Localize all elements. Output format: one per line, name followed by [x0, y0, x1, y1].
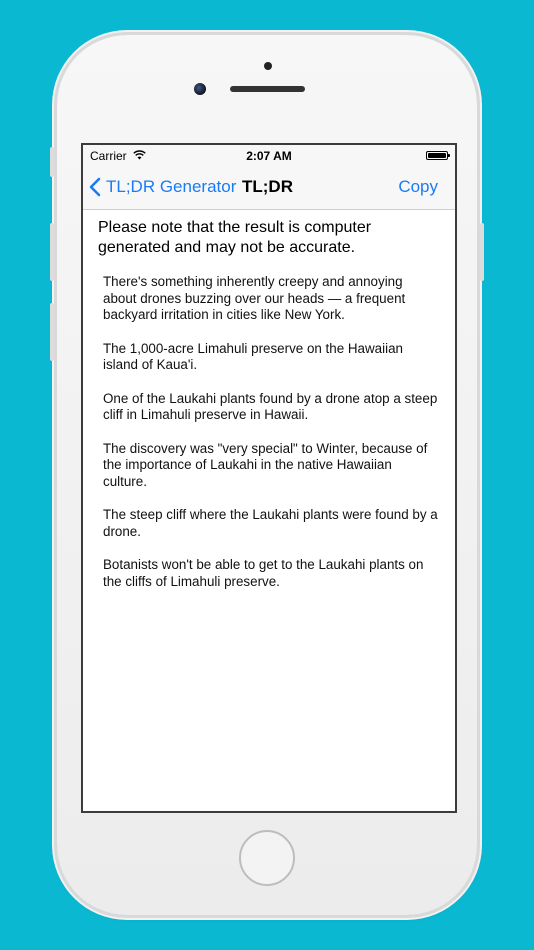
proximity-sensor [264, 62, 272, 70]
earpiece-speaker [230, 86, 305, 92]
volume-up-button [50, 223, 54, 281]
summary-item: The steep cliff where the Laukahi plants were found by a drone. [103, 507, 438, 539]
page-title: TL;DR [242, 177, 293, 196]
mute-switch [50, 147, 54, 177]
back-button-label: TL;DR Generator [106, 177, 237, 196]
battery-icon [426, 151, 448, 160]
status-time: 2:07 AM [246, 149, 292, 163]
chevron-left-icon [89, 177, 101, 197]
screen [81, 143, 457, 813]
volume-down-button [50, 303, 54, 361]
disclaimer-text: Please note that the result is computer generated and may not be accurate. [98, 219, 372, 256]
home-button[interactable] [239, 830, 295, 886]
front-camera-icon [194, 83, 206, 95]
back-button[interactable] [89, 165, 236, 209]
carrier-label: Carrier [90, 149, 127, 163]
summary-item: The 1,000-acre Limahuli preserve on the Hawaiian island of Kaua'i. [103, 340, 403, 372]
power-button [480, 223, 484, 281]
content-area[interactable] [83, 210, 455, 811]
summary-item: One of the Laukahi plants found by a drone atop a steep cliff in Limahuli preserve in Hawaii. [103, 390, 438, 422]
summary-list [103, 274, 438, 607]
summary-item: Botanists won't be able to get to the Laukahi plants on the cliffs of Limahuli preserve. [103, 557, 424, 589]
navigation-bar [83, 165, 455, 210]
phone-frame [57, 35, 477, 915]
copy-button[interactable]: Copy [398, 177, 438, 196]
summary-item: There's something inherently creepy and annoying about drones buzzing over our heads — a frequent backyard irritation in cities like New York. [103, 274, 406, 322]
summary-item: The discovery was "very special" to Winter, because of the importance of Laukahi in the native Hawaiian culture. [103, 440, 428, 489]
status-bar [83, 145, 455, 165]
